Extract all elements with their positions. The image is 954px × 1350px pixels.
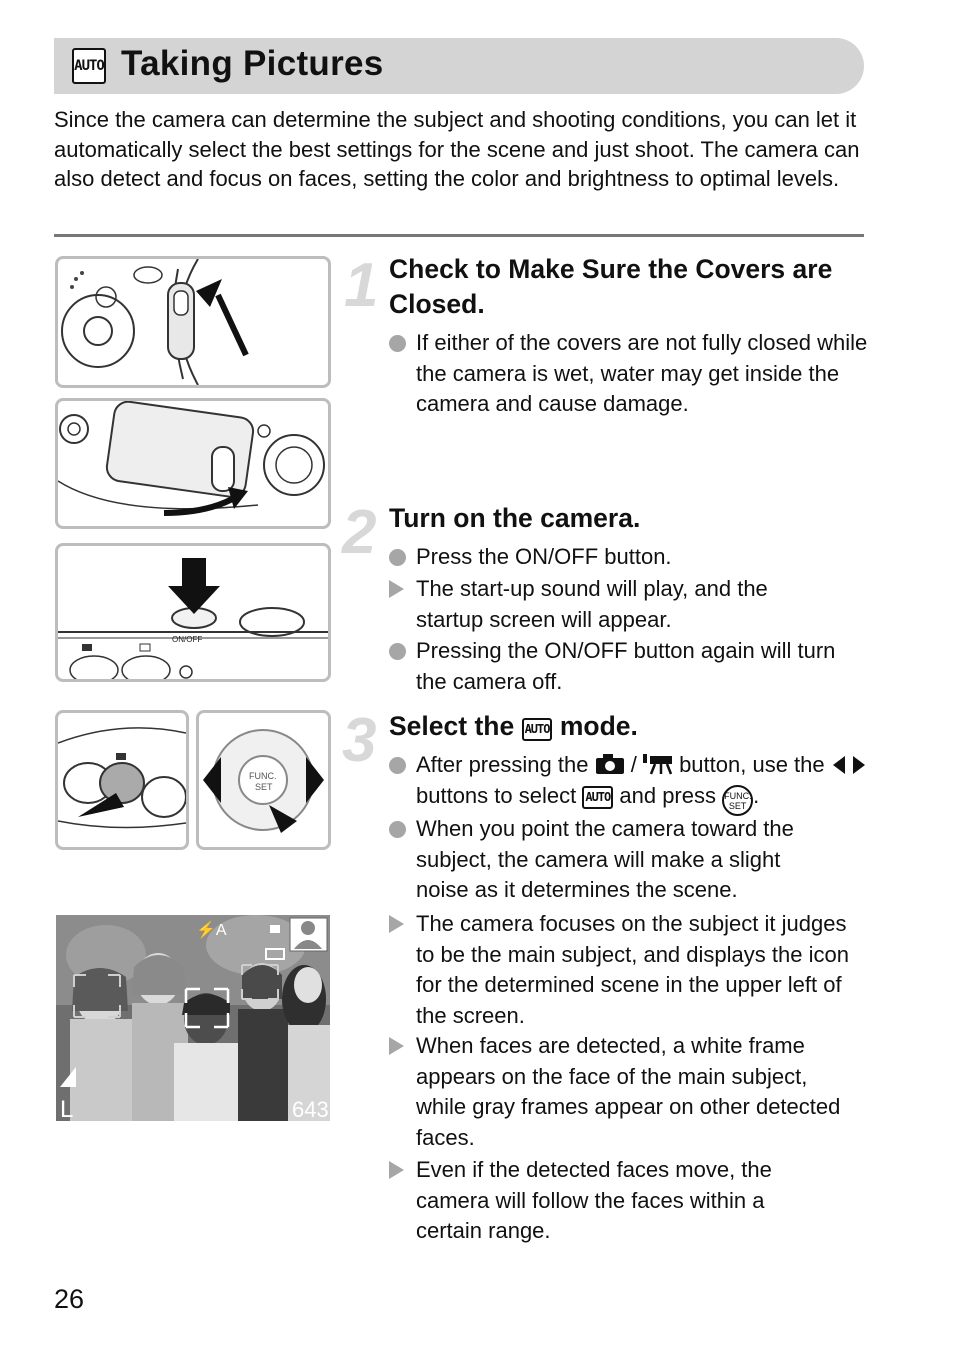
bullet-dot <box>389 643 406 660</box>
bullet-triangle <box>389 915 404 933</box>
lcd-preview-photo <box>56 915 330 1121</box>
step-3-bullet-2: When you point the camera toward the subject, the camera will make a slight noise as it determines the scene. <box>389 814 839 906</box>
step-3-bullet-3: The camera focuses on the subject it judges to be the main subject, and displays the icon for the determined scene in the upper left of the screen. <box>389 909 869 1031</box>
bullet-dot <box>389 757 406 774</box>
camera-icon <box>595 753 625 775</box>
set-label: SET <box>255 782 273 792</box>
bullet-dot <box>389 821 406 838</box>
page-title: Taking Pictures <box>121 44 384 83</box>
mode-button-drawing <box>58 713 186 847</box>
lcd-preview-drawing <box>56 915 330 1121</box>
func-set-button-icon: FUNC. SET <box>722 785 753 816</box>
power-button-drawing <box>58 546 328 679</box>
auto-mode-icon: AUTO <box>522 718 553 741</box>
movie-icon <box>643 753 673 775</box>
illustration-control-dial <box>196 710 331 850</box>
intro-paragraph: Since the camera can determine the subject and shooting conditions, you can let it automatically select the best settings for the scene and just shoot. The camera can also detect and focus on faces, setting the color and brightness to optimal levels. <box>54 107 860 191</box>
step-2-title: Turn on the camera. <box>389 503 641 533</box>
step-2-bullet-2: The start-up sound will play, and the startup screen will appear. <box>389 574 829 635</box>
step-1-bullet: If either of the covers are not fully closed while the camera is wet, water may get inside the camera and cause damage. <box>389 328 869 420</box>
step-3-bullet-5: Even if the detected faces move, the camera will follow the faces within a certain range. <box>389 1155 829 1247</box>
step-1-title: Check to Make Sure the Covers are Closed. <box>389 254 833 319</box>
page-number: 26 <box>54 1284 85 1314</box>
resolution-indicator: L <box>60 1096 74 1121</box>
step-2-bullet-1: Press the ON/OFF button. <box>389 542 869 573</box>
illustration-side-cover <box>55 256 331 388</box>
step-3-title: Select the AUTO mode. <box>389 711 638 741</box>
step-1-number: 1 <box>344 251 379 320</box>
step-2-bullet-3: Pressing the ON/OFF button again will turn the camera off. <box>389 636 859 697</box>
bottom-cover-drawing <box>58 401 328 526</box>
step-3-number: 3 <box>342 706 377 775</box>
illustration-mode-button <box>55 710 189 850</box>
side-cover-drawing <box>58 259 328 385</box>
auto-mode-icon: AUTO <box>582 786 613 809</box>
auto-mode-icon: AUTO <box>72 48 106 84</box>
section-divider <box>54 234 864 237</box>
left-right-arrows-icon <box>831 755 867 775</box>
on-off-label: ON/OFF <box>172 635 203 644</box>
flash-auto-indicator: ⚡A <box>196 922 227 939</box>
control-dial-drawing <box>199 713 328 847</box>
bullet-dot <box>389 549 406 566</box>
bullet-dot <box>389 335 406 352</box>
step-3-bullet-4: When faces are detected, a white frame appears on the face of the main subject, while gray frames appear on other detected faces. <box>389 1031 859 1153</box>
shots-remaining: 643 <box>292 1097 329 1121</box>
bullet-triangle <box>389 580 404 598</box>
bullet-triangle <box>389 1037 404 1055</box>
step-2-number: 2 <box>342 498 377 567</box>
step-3-bullet-1: After pressing the / button, use the buttons to select AUTO and press FUNC. SET . <box>389 750 869 816</box>
illustration-bottom-cover <box>55 398 331 529</box>
bullet-triangle <box>389 1161 404 1179</box>
func-label: FUNC. <box>249 771 277 781</box>
illustration-power-button <box>55 543 331 682</box>
